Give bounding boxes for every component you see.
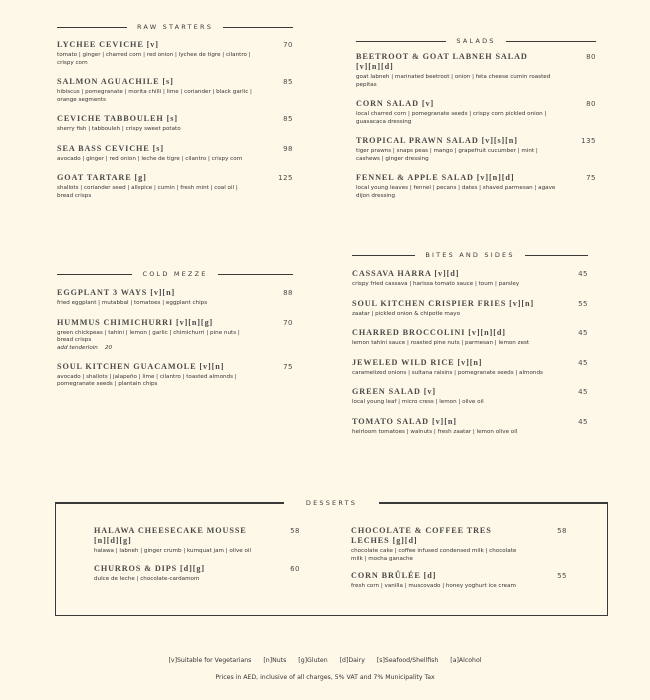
item-name: CHURROS & DIPS [d][g] [94,563,206,573]
item-description: local charred corn | pomegranate seeds | crispy corn pickled onion | guasacaca dressing [356,111,547,125]
section-header-desserts [55,497,608,509]
menu-item [352,417,588,437]
legend-seafood: [s]Seafood/Shellfish [376,657,439,664]
item-price: 88 [283,289,293,297]
item-price: 80 [586,100,596,108]
item-description: avocado | shallots | jalapeño | lime | cilantro | toasted almonds | pomegranate seeds | plantain chips [57,373,237,387]
item-price: 70 [283,41,293,49]
menu-item [57,173,293,200]
item-name: EGGPLANT 3 WAYS [v][n] [57,288,176,297]
legend-dairy: [d]Dairy [339,657,365,664]
item-description: dulce de leche | chocolate-cardamom [94,575,200,582]
item-price: 45 [578,329,588,337]
divider [57,274,132,275]
item-name: LYCHEE CEVICHE [v] [57,40,159,49]
item-name: CHOCOLATE & COFFEE TRES LECHES [g][d] [351,526,492,545]
item-name: HALAWA CHEESECAKE MOUSSE [n][d][g] [94,526,247,545]
item-description: tiger prawns | snaps peas | mango | grapefruit cucumber | mint | cashews | ginger dressing [356,148,538,162]
desserts-left-column [94,518,300,583]
item-name: BEETROOT & GOAT LABNEH SALAD [v][n][d] [356,52,528,71]
item-description: local young leaves | fennel | pecans | dates | shaved parmesan | agave dijon dressing [356,185,556,199]
item-description: lemon tahini sauce | roasted pine nuts | parmesan | lemon zest [352,340,530,346]
item-price: 60 [290,564,300,573]
item-name: GOAT TARTARE [g] [57,173,147,182]
item-description: hibiscus | pomegranate | morita chilli | lime | coriander | black garlic | orange segments [57,89,252,103]
legend-vegetarian: [v]Suitable for Vegetarians [168,657,252,664]
section-salads [356,35,596,200]
menu-item [356,52,596,89]
item-price: 135 [581,137,596,145]
divider [506,41,596,42]
item-description: caramelized onions | sultana raisins | pomegranate seeds | almonds [352,369,543,376]
item-price: 85 [283,115,293,123]
item-name: CEVICHE TABBOULEH [s] [57,114,178,123]
item-name: FENNEL & APPLE SALAD [v][n][d] [356,173,515,182]
section-title: RAW STARTERS [136,23,214,31]
menu-item [356,173,596,200]
item-name: SEA BASS CEVICHE [s] [57,143,164,153]
item-addon: add tenderloin 20 [57,344,113,351]
menu-item [57,77,293,104]
menu-item [94,526,300,556]
item-name: CORN BRÛLÉE [d] [351,571,437,580]
item-name: TOMATO SALAD [v][n] [352,416,457,426]
item-description: halawa | labneh | ginger crumb | kumquat jam | olive oil [94,548,252,554]
menu-item [57,114,293,134]
section-header [57,21,293,33]
item-name: CASSAVA HARRA [v][d] [352,269,460,278]
item-price: 98 [283,144,293,153]
desserts-right-column [351,518,567,591]
menu-item [352,269,588,289]
menu-item [356,136,596,163]
divider [223,27,293,28]
item-name: CHARRED BROCCOLINI [v][n][d] [352,328,506,337]
divider [525,255,588,256]
section-cold-mezze [57,268,293,389]
item-description: fried eggplant | mutabbal | tomatoes | eggplant chips [57,300,208,306]
item-description: zaatar | pickled onion & chipotle mayo [352,310,461,317]
item-price: 45 [578,358,588,367]
item-price: 58 [290,527,300,535]
menu-item [352,328,588,348]
section-header [57,268,293,280]
divider [356,41,446,42]
item-description: crispy fried cassava | harissa tomato sauce | toum | parsley [352,281,520,287]
menu-item [351,526,567,563]
item-name: SALMON AGUACHILE [s] [57,77,174,86]
menu-item [57,318,293,352]
menu-item [57,362,293,389]
menu-item [94,564,300,584]
item-description: avocado | ginger | red onion | leche de tigre | cilantro | crispy corn [57,155,243,162]
item-name: TROPICAL PRAWN SALAD [v][s][n] [356,136,518,145]
item-price: 45 [578,417,588,426]
item-name: SOUL KITCHEN CRISPIER FRIES [v][n] [352,298,535,308]
item-price: 55 [557,572,567,580]
item-description: local young leaf | micro cress | lemon | olive oil [352,399,484,405]
item-price: 75 [586,174,596,182]
section-header [352,249,588,261]
legend-alcohol: [a]Alcohol [450,657,482,664]
section-title: COLD MEZZE [142,270,208,278]
divider [218,274,293,275]
item-name: CORN SALAD [v] [356,99,435,108]
section-title: DESSERTS [305,499,358,507]
item-price: 45 [578,388,588,396]
item-price: 45 [578,270,588,278]
menu-item [57,144,293,164]
menu-item [352,299,588,319]
menu-item [57,288,293,308]
item-description: shallots | coriander seed | allspice | cumin | fresh mint | coal oil | bread crisps [57,185,238,199]
divider [352,255,415,256]
item-description: green chickpeas | tahini | lemon | garlic | chimichurri | pine nuts | bread crisps [57,329,240,343]
section-bites-and-sides [352,249,588,436]
item-name: JEWELED WILD RICE [v][n] [352,357,483,367]
menu-item [57,40,293,67]
item-description: chocolate cake | coffee infused condensed milk | chocolate milk | mocha ganache [351,548,517,562]
item-price: 58 [557,527,567,535]
item-description: fresh corn | vanilla | muscovado | honey yoghurt ice cream [351,583,516,589]
item-price: 70 [283,318,293,327]
item-name: GREEN SALAD [v] [352,387,437,396]
item-price: 80 [586,53,596,61]
divider [55,502,284,503]
section-title: BITES AND SIDES [425,251,515,259]
section-raw-starters [57,21,293,200]
item-description: sherry fish | tabbouleh | crispy sweet potato [57,126,181,132]
dietary-legend [0,657,650,664]
menu-item [352,358,588,378]
item-name: HUMMUS CHIMICHURRI [v][n][g] [57,317,214,327]
legend-nuts: [n]Nuts [263,657,287,664]
menu-item [351,571,567,591]
item-name: SOUL KITCHEN GUACAMOLE [v][n] [57,361,225,371]
legend-gluten: [g]Gluten [298,657,328,664]
item-price: 55 [578,299,588,308]
section-title: SALADS [456,37,496,45]
pricing-note: Prices in AED, inclusive of all charges, 5% VAT and 7% Municipality Tax [215,674,435,681]
item-price: 85 [283,78,293,86]
section-header [356,35,596,47]
item-price: 75 [283,362,293,371]
divider [379,502,608,503]
divider [57,27,127,28]
item-price: 125 [278,174,293,182]
menu-item [356,99,596,126]
item-description: goat labneh | marinated beetroot | onion | feta cheese cumin roasted pepitas [356,74,551,88]
menu-item [352,387,588,407]
item-description: heirloom tomatoes | walnuts | fresh zaatar | lemon olive oil [352,428,518,435]
item-description: tomato | ginger | charred corn | red onion | lychee de tigre | cilantro | crispy corn [57,52,251,66]
